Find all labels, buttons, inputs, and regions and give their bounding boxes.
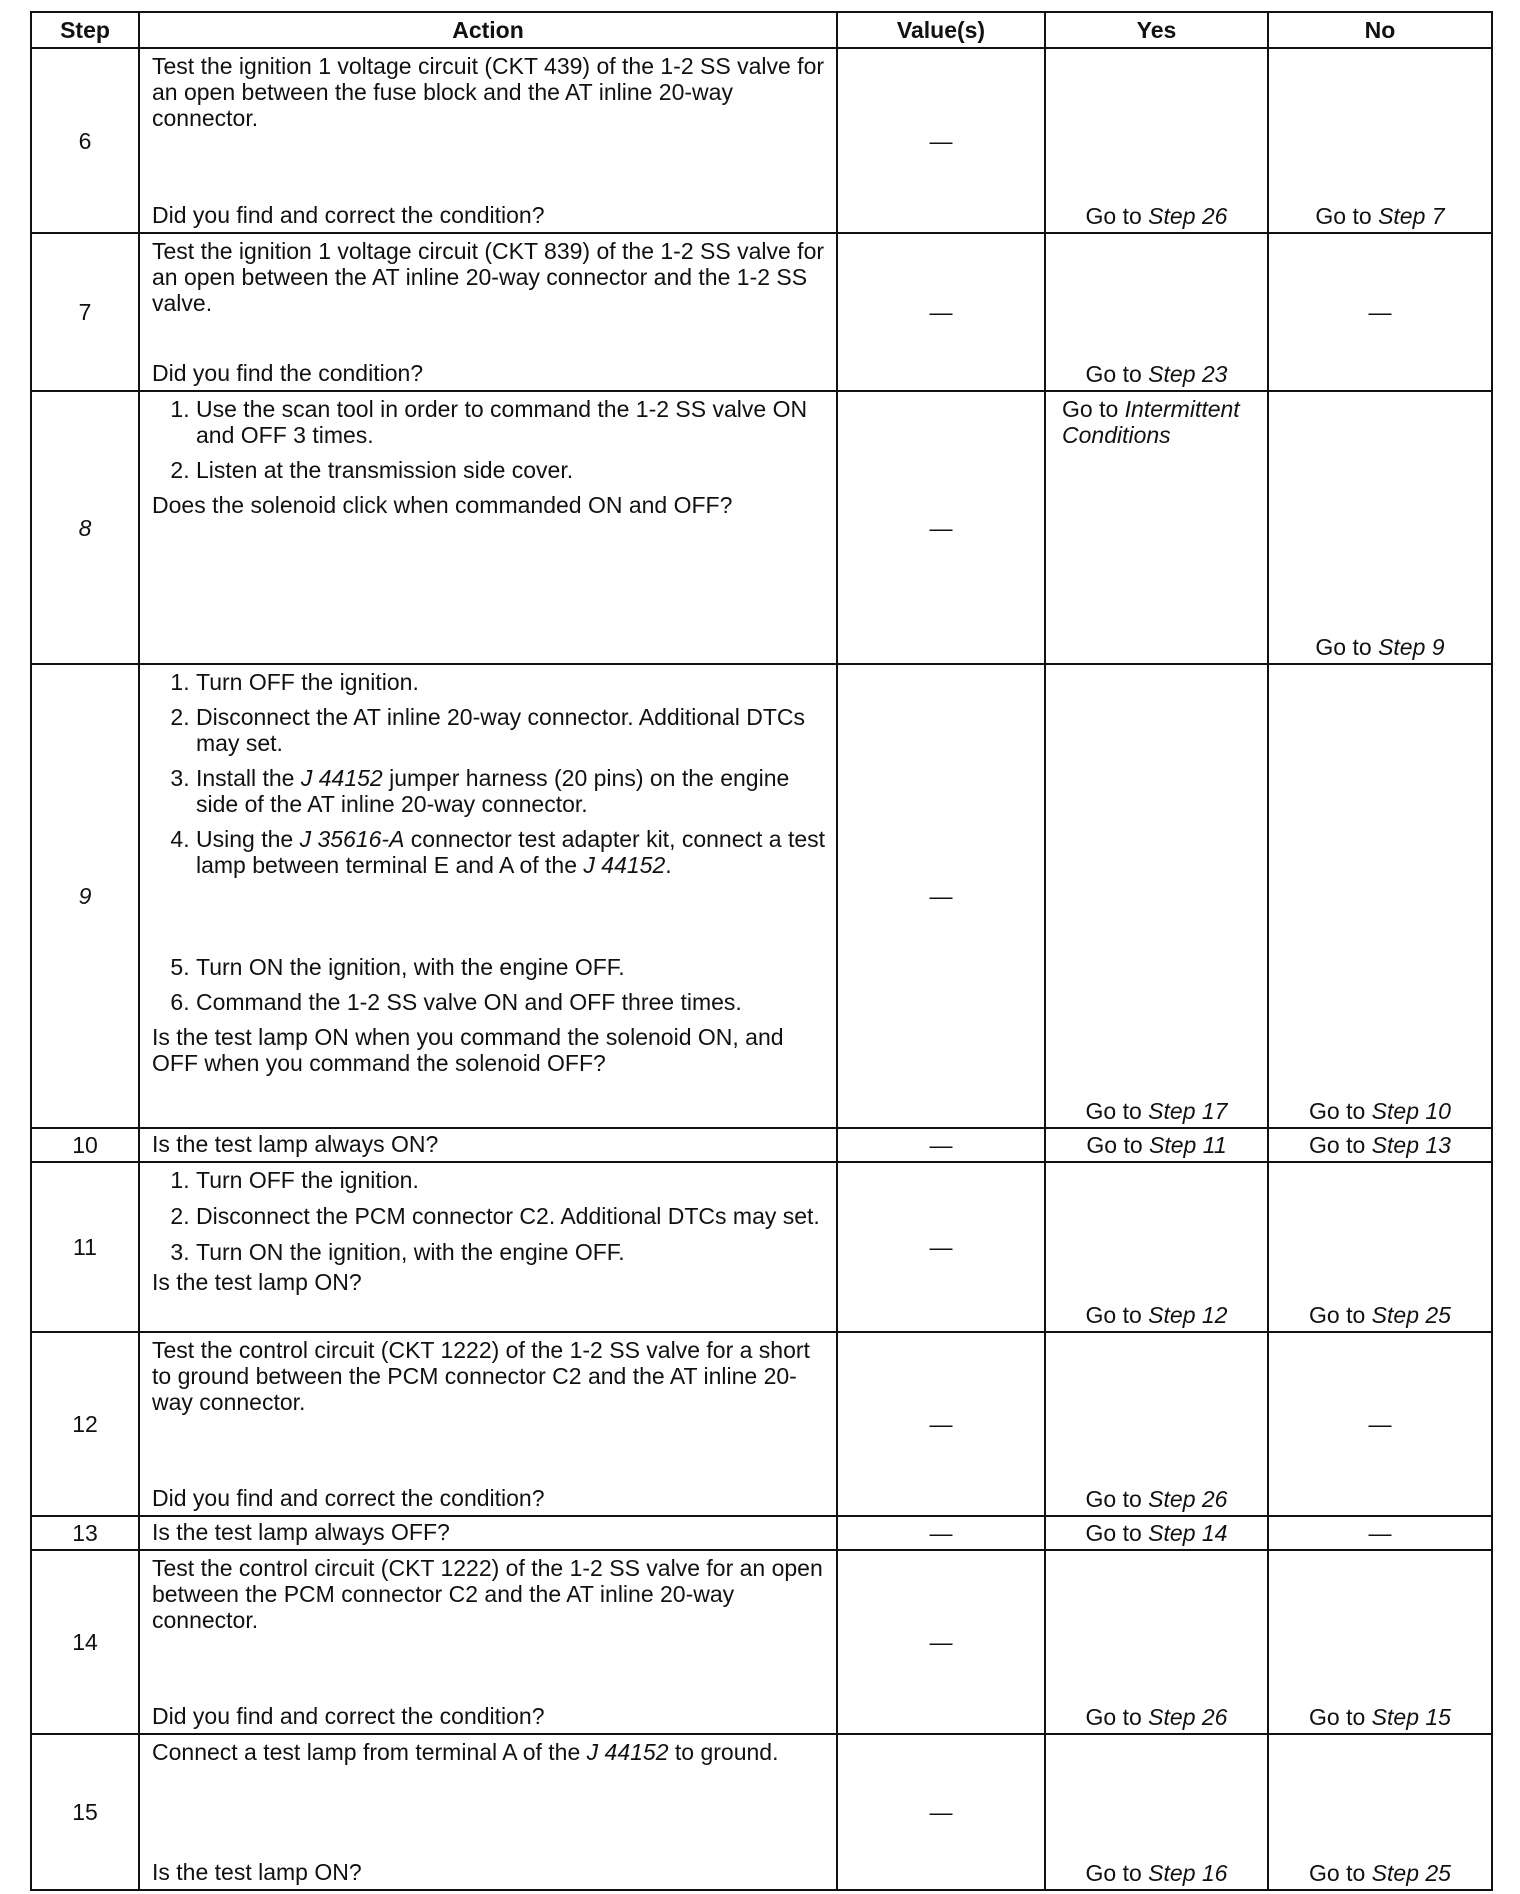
goto-label: Go to: [1085, 1704, 1142, 1730]
yes-target: Step 26: [1148, 1486, 1228, 1512]
step-number: 9: [31, 664, 139, 1128]
goto-label: Go to: [1309, 1098, 1366, 1124]
text-fragment: connector test adapter kit, connect a test lamp between terminal E and A of the: [196, 826, 826, 878]
goto-label: Go to: [1085, 1302, 1142, 1328]
no-cell: [1268, 1734, 1492, 1890]
action-text: Test the control circuit (CKT 1222) of the 1-2 SS valve for an open between the PCM connector C2 and the AT inline 20-way connector.: [152, 1555, 823, 1633]
action-item: [196, 826, 828, 878]
table-row: [31, 233, 1492, 391]
action-item: 2. Disconnect the AT inline 20-way connector. Additional DTCs may set.: [196, 704, 828, 756]
goto-label: Go to: [1085, 203, 1142, 229]
table-row: [31, 1516, 1492, 1550]
no-cell: —: [1268, 1516, 1492, 1550]
action-item: 1. Turn OFF the ignition.: [196, 1167, 828, 1193]
table-row: [31, 1332, 1492, 1516]
action-question: Is the test lamp always OFF?: [139, 1516, 837, 1550]
yes-target: Step 12: [1148, 1302, 1228, 1328]
step-number: 11: [31, 1162, 139, 1332]
yes-target: Step 17: [1148, 1098, 1228, 1124]
no-target: Step 10: [1371, 1098, 1451, 1124]
action-text: Test the ignition 1 voltage circuit (CKT 439) of the 1-2 SS valve for an open between the fuse block and the AT inline 20-way connector.: [152, 53, 825, 131]
value-cell: —: [837, 1550, 1045, 1734]
action-list: [152, 396, 828, 483]
value-cell: —: [837, 1332, 1045, 1516]
action-question: Did you find and correct the condition?: [152, 1703, 545, 1729]
no-target: Step 7: [1378, 203, 1445, 229]
yes-cell: [1045, 1128, 1268, 1162]
yes-target: Step 26: [1148, 1704, 1228, 1730]
step-number: 15: [31, 1734, 139, 1890]
yes-target: Step 23: [1148, 361, 1228, 387]
step-number: 10: [31, 1128, 139, 1162]
action-question: Did you find and correct the condition?: [152, 1485, 545, 1511]
value-cell: —: [837, 1162, 1045, 1332]
action-list: [152, 669, 828, 1015]
value-cell: —: [837, 664, 1045, 1128]
no-cell: —: [1268, 233, 1492, 391]
no-cell: [1268, 391, 1492, 664]
action-question: Is the test lamp ON when you command the solenoid ON, and OFF when you command the solenoid OFF?: [152, 1024, 784, 1076]
table-row: [31, 1162, 1492, 1332]
no-cell: —: [1268, 1332, 1492, 1516]
action-list: [152, 1167, 828, 1265]
yes-cell: [1045, 1162, 1268, 1332]
step-number: 7: [31, 233, 139, 391]
yes-target: Step 11: [1149, 1132, 1227, 1158]
yes-cell: [1045, 1550, 1268, 1734]
value-cell: —: [837, 1516, 1045, 1550]
action-item: 3. Turn ON the ignition, with the engine OFF.: [196, 1239, 828, 1265]
yes-target: Step 14: [1148, 1520, 1228, 1546]
yes-cell: [1045, 1332, 1268, 1516]
no-target: Step 13: [1371, 1132, 1451, 1158]
tool-reference: J 44152: [586, 1739, 669, 1765]
action-text: [152, 1739, 828, 1765]
action-cell: [139, 664, 837, 1128]
action-cell: [139, 391, 837, 664]
action-text: Test the ignition 1 voltage circuit (CKT 839) of the 1-2 SS valve for an open between the AT inline 20-way connector and the 1-2 SS valve.: [152, 238, 825, 316]
yes-target-block: [1062, 396, 1263, 448]
no-target: Step 25: [1371, 1860, 1451, 1886]
goto-label: Go to: [1085, 1486, 1142, 1512]
tool-reference: J 44152: [583, 852, 666, 878]
action-item: 5. Turn ON the ignition, with the engine OFF.: [196, 954, 828, 980]
no-cell: [1268, 1550, 1492, 1734]
yes-cell: [1045, 1516, 1268, 1550]
action-cell: [139, 1734, 837, 1890]
action-text: Test the control circuit (CKT 1222) of the 1-2 SS valve for a short to ground between the PCM connector C2 and the AT inline 20-way connector.: [152, 1337, 810, 1415]
action-cell: [139, 1332, 837, 1516]
yes-cell: [1045, 233, 1268, 391]
value-cell: —: [837, 48, 1045, 233]
header-step: Step: [31, 12, 139, 48]
text-fragment: Connect a test lamp from terminal A of the: [152, 1739, 587, 1765]
no-cell: [1268, 1128, 1492, 1162]
action-question: Is the test lamp ON?: [152, 1859, 362, 1885]
table-row: [31, 391, 1492, 664]
action-question: Did you find the condition?: [152, 360, 424, 386]
action-cell: [139, 233, 837, 391]
header-action: Action: [139, 12, 837, 48]
goto-label: Go to: [1309, 1860, 1366, 1886]
yes-cell: [1045, 391, 1268, 664]
goto-label: Go to: [1085, 1860, 1142, 1886]
diagnostic-table: [30, 11, 1493, 1891]
goto-label: Go to: [1309, 1132, 1366, 1158]
action-cell: [139, 1162, 837, 1332]
action-cell: [139, 1550, 837, 1734]
tool-reference: J 35616-A: [299, 826, 405, 852]
value-cell: —: [837, 1734, 1045, 1890]
yes-target: Step 26: [1148, 203, 1228, 229]
text-fragment: Using the: [196, 826, 300, 852]
no-target: Step 25: [1371, 1302, 1451, 1328]
step-number: 13: [31, 1516, 139, 1550]
action-question: Is the test lamp ON?: [152, 1269, 362, 1295]
goto-label: Go to: [1085, 1520, 1142, 1546]
goto-label: Go to: [1309, 1302, 1366, 1328]
action-item: 6. Command the 1-2 SS valve ON and OFF three times.: [196, 989, 828, 1015]
action-item: 1. Use the scan tool in order to command the 1-2 SS valve ON and OFF 3 times.: [196, 396, 828, 448]
text-fragment: Install the: [196, 765, 301, 791]
yes-cell: [1045, 664, 1268, 1128]
table-row: [31, 1128, 1492, 1162]
step-number: 8: [31, 391, 139, 664]
goto-label: Go to: [1086, 1132, 1143, 1158]
no-cell: [1268, 1162, 1492, 1332]
action-item: 2. Disconnect the PCM connector C2. Additional DTCs may set.: [196, 1203, 828, 1229]
yes-cell: [1045, 1734, 1268, 1890]
text-fragment: to ground.: [668, 1739, 779, 1765]
no-cell: [1268, 664, 1492, 1128]
goto-label: Go to: [1315, 634, 1372, 660]
header-no: No: [1268, 12, 1492, 48]
value-cell: —: [837, 233, 1045, 391]
yes-target: Intermittent Conditions: [1062, 396, 1240, 448]
value-cell: —: [837, 391, 1045, 664]
header-yes: Yes: [1045, 12, 1268, 48]
goto-label: Go to: [1315, 203, 1372, 229]
header-values: Value(s): [837, 12, 1045, 48]
yes-cell: [1045, 48, 1268, 233]
goto-label: Go to: [1085, 1098, 1142, 1124]
table-row: [31, 1550, 1492, 1734]
action-question: Did you find and correct the condition?: [152, 202, 545, 228]
goto-label: Go to: [1062, 396, 1119, 422]
table-row: [31, 48, 1492, 233]
action-question: Does the solenoid click when commanded ON and OFF?: [152, 492, 733, 518]
action-item: 2. Listen at the transmission side cover.: [196, 457, 828, 483]
action-item: [196, 765, 828, 817]
text-fragment: jumper harness (20 pins) on the engine side of the AT inline 20-way connector.: [196, 765, 790, 817]
action-cell: [139, 48, 837, 233]
goto-label: Go to: [1309, 1704, 1366, 1730]
text-fragment: .: [665, 852, 672, 878]
goto-label: Go to: [1085, 361, 1142, 387]
step-number: 6: [31, 48, 139, 233]
no-cell: [1268, 48, 1492, 233]
value-cell: —: [837, 1128, 1045, 1162]
table-row: [31, 1734, 1492, 1890]
step-number: 12: [31, 1332, 139, 1516]
action-question: Is the test lamp always ON?: [139, 1128, 837, 1162]
table-header-row: [31, 12, 1492, 48]
tool-reference: J 44152: [300, 765, 383, 791]
table-row: [31, 664, 1492, 1128]
no-target: Step 15: [1371, 1704, 1451, 1730]
no-target: Step 9: [1378, 634, 1445, 660]
step-number: 14: [31, 1550, 139, 1734]
action-item: 1. Turn OFF the ignition.: [196, 669, 828, 695]
yes-target: Step 16: [1148, 1860, 1228, 1886]
